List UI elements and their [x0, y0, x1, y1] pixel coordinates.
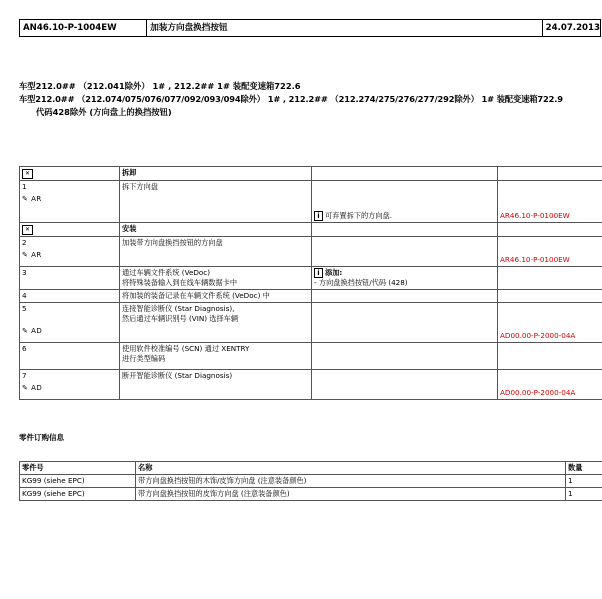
document-header	[19, 19, 601, 37]
step-code: AR	[31, 195, 42, 203]
step-code: AD	[31, 327, 43, 335]
doc-title: 加装方向盘换挡按钮	[147, 20, 542, 36]
wrench-icon: ✎	[22, 195, 29, 203]
applicability-line-1: 车型212.0## （212.041除外） 1# , 212.2## 1# 装配变速箱722.6	[19, 81, 301, 91]
removal-icon: ✕	[22, 169, 33, 179]
info-icon: i	[314, 268, 323, 278]
parts-row	[20, 488, 602, 501]
step-number: 6	[20, 343, 120, 370]
installation-heading: 安装	[120, 223, 312, 237]
step-row	[20, 267, 602, 290]
doc-date: 24.07.2013	[545, 23, 600, 33]
parts-header-row	[20, 462, 602, 475]
step-text-line-2: 然后通过车辆识别号 (VIN) 选择车辆	[122, 314, 239, 323]
step-number: 5	[22, 304, 27, 313]
step-note-title: 添加:	[325, 268, 343, 277]
applicability-line-2: 车型212.0## （212.074/075/076/077/092/093/094除外） 1# , 212.2## （212.274/275/276/277/292除外） 1# 装配变速箱722.9	[19, 94, 563, 104]
wrench-icon: ✎	[22, 327, 29, 335]
part-number: KG99 (siehe EPC)	[20, 488, 136, 501]
step-text-line-1: 使用软件校准编号 (SCN) 通过 XENTRY	[122, 344, 250, 353]
parts-table	[19, 461, 602, 501]
step-text: 将加装的装备记录在车辆文件系统 (VeDoc) 中	[120, 290, 312, 303]
step-reference-link[interactable]: AD00.00-P-2000-04A	[498, 303, 602, 343]
part-number: KG99 (siehe EPC)	[20, 475, 136, 488]
procedure-table	[19, 166, 602, 400]
step-text: 断开智能诊断仪 (Star Diagnosis)	[120, 370, 312, 400]
step-note: - 方向盘换挡按钮/代码 (428)	[314, 278, 408, 287]
removal-heading-row	[20, 167, 602, 181]
step-text-line-1: 通过车辆文件系统 (VeDoc)	[122, 268, 211, 277]
info-icon: i	[314, 211, 323, 221]
wrench-icon: ✎	[22, 251, 29, 259]
col-name: 名称	[136, 462, 566, 475]
col-part-number: 零件号	[20, 462, 136, 475]
applicability-line-3: 代码428除外 (方向盘上的换挡按钮)	[36, 107, 172, 117]
step-text-line-2: 进行类型编码	[122, 354, 166, 363]
removal-heading: 拆卸	[120, 167, 312, 181]
step-row	[20, 343, 602, 370]
step-text-line-1: 连接智能诊断仪 (Star Diagnosis),	[122, 304, 235, 313]
parts-heading: 零件订购信息	[19, 433, 64, 442]
step-text: 加装带方向盘换挡按钮的方向盘	[120, 237, 312, 267]
step-reference-link[interactable]: AD00.00-P-2000-04A	[498, 370, 602, 400]
step-code: AR	[31, 251, 42, 259]
doc-number: AN46.10-P-1004EW	[20, 20, 147, 36]
step-row	[20, 181, 602, 223]
col-quantity: 数量	[566, 462, 602, 475]
part-name: 带方向盘换挡按钮的木饰/皮饰方向盘 (注意装备颜色)	[136, 475, 566, 488]
step-row	[20, 290, 602, 303]
wrench-icon: ✎	[22, 384, 29, 392]
step-row	[20, 303, 602, 343]
installation-heading-row	[20, 223, 602, 237]
step-code: AD	[31, 384, 43, 392]
step-row	[20, 370, 602, 400]
step-number: 3	[20, 267, 120, 290]
part-name: 带方向盘换挡按钮的皮饰方向盘 (注意装备颜色)	[136, 488, 566, 501]
part-quantity: 1	[566, 475, 602, 488]
step-note: 可弃置拆下的方向盘.	[325, 211, 392, 220]
step-text-line-2: 将特殊装备输入到在线车辆数据卡中	[122, 278, 238, 287]
step-row	[20, 237, 602, 267]
step-number: 7	[22, 371, 27, 380]
step-number: 2	[22, 238, 27, 247]
step-reference-link[interactable]: AR46.10-P-0100EW	[498, 181, 602, 223]
step-number: 4	[20, 290, 120, 303]
installation-icon: ✕	[22, 225, 33, 235]
step-reference-link[interactable]: AR46.10-P-0100EW	[498, 237, 602, 267]
parts-row	[20, 475, 602, 488]
step-number: 1	[22, 182, 27, 191]
step-text: 拆下方向盘	[120, 181, 312, 223]
part-quantity: 1	[566, 488, 602, 501]
